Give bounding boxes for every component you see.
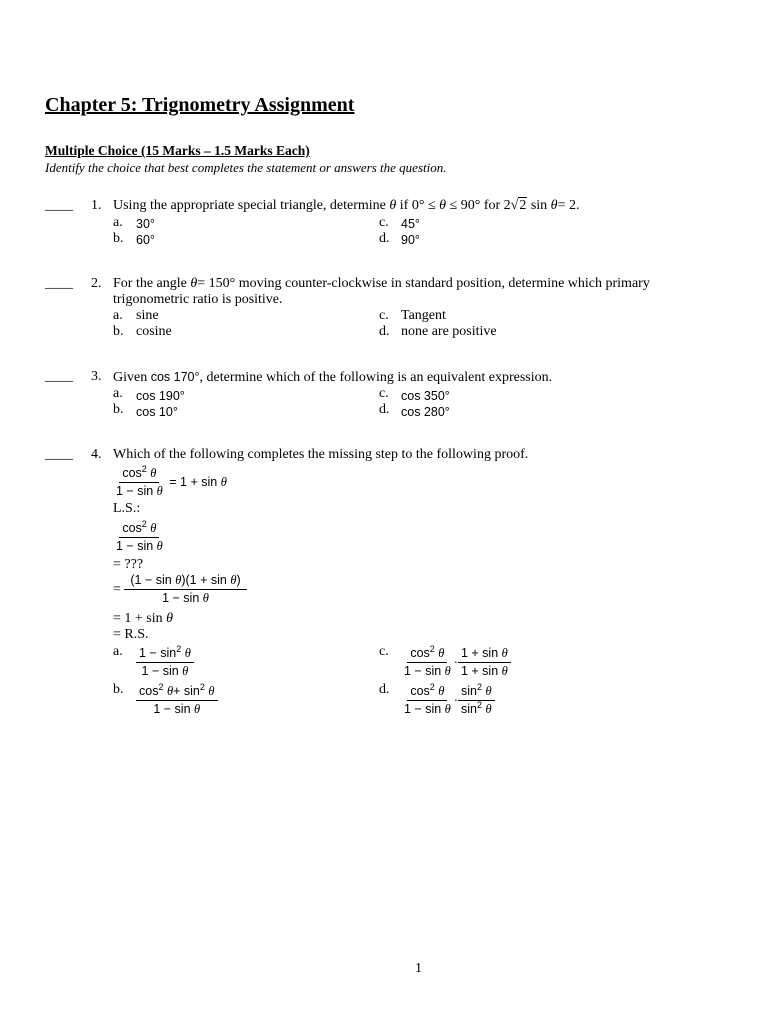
proof-result-step	[113, 611, 173, 627]
option-letter-q3b: b.	[113, 402, 124, 417]
theta-symbol: θ	[190, 276, 198, 291]
proof-result-text: = 1 + sin	[113, 611, 163, 626]
theta-symbol: θ	[389, 198, 397, 213]
option-q3d[interactable]: cos 280°	[401, 405, 450, 419]
option-letter-q1d: d.	[379, 231, 390, 246]
option-q3a[interactable]: cos 190°	[136, 389, 185, 403]
option-q3b[interactable]: cos 10°	[136, 405, 178, 419]
q2-text-part: For the angle	[113, 276, 187, 291]
fraction: $\frac{\cos^2 \theta}{\text{1 − sin θ}}$	[116, 464, 163, 498]
option-q4d[interactable]: $\frac{\cos^2 \theta}{\text{1 − sin θ}}$ · $\frac{\sin^2 \theta}{\sin^2 \theta}$	[401, 684, 495, 717]
option-q1a[interactable]: 30°	[136, 217, 155, 231]
q2-text-part: = 150°	[197, 276, 236, 291]
option-letter-q2b: b.	[113, 324, 124, 339]
proof-rs: = R.S.	[113, 627, 149, 642]
proof-step-1	[113, 521, 166, 554]
option-q2a[interactable]: sine	[136, 308, 159, 323]
q1-text-part: ≤ 90° for 2	[449, 198, 511, 213]
question-number-1: 1.	[91, 198, 102, 213]
theta-symbol: θ	[166, 611, 174, 626]
fraction: $\frac{\cos^2 \theta+ \sin^2 \theta}{\text{1 − sin θ}}$	[136, 684, 218, 717]
answer-blank-q2[interactable]: ____	[45, 276, 73, 291]
sqrt-sign: √	[510, 198, 519, 213]
section-heading: Multiple Choice (15 Marks – 1.5 Marks Each)	[45, 143, 310, 158]
option-letter-q3d: d.	[379, 402, 390, 417]
fraction: $\frac{\cos^2 \theta}{\text{1 − sin θ}}$	[404, 682, 451, 716]
fraction: $\frac{\text{1 + sin θ}}{\text{1 + sin θ}}$	[458, 646, 511, 679]
ls-label: L.S.:	[113, 501, 141, 516]
option-letter-q1b: b.	[113, 231, 124, 246]
question-text-3	[113, 369, 552, 386]
section-instructions: Identify the choice that best completes the statement or answers the question.	[45, 160, 447, 175]
question-number-2: 2.	[91, 276, 102, 291]
fraction: $\frac{\sin^2 \theta}{\sin^2 \theta}$	[458, 684, 495, 717]
answer-blank-q4[interactable]: ____	[45, 447, 73, 462]
option-letter-q2c: c.	[379, 308, 389, 323]
q2-text-part: moving counter-clockwise in standard position, determine which primary	[238, 276, 650, 291]
question-number-4: 4.	[91, 447, 102, 462]
answer-blank-q1[interactable]: ____	[45, 198, 73, 213]
option-letter-q3c: c.	[379, 386, 389, 401]
question-number-3: 3.	[91, 369, 102, 384]
question-text-2	[113, 276, 650, 292]
option-letter-q1a: a.	[113, 215, 123, 230]
sqrt-radicand: 2	[519, 198, 527, 213]
option-q1d[interactable]: 90°	[401, 233, 420, 247]
question-text-1	[113, 198, 579, 214]
option-q1c[interactable]: 45°	[401, 217, 420, 231]
question-text-4: Which of the following completes the missing step to the following proof.	[113, 447, 529, 462]
option-q2c[interactable]: Tangent	[401, 308, 446, 323]
option-letter-q4c: c.	[379, 644, 389, 659]
option-letter-q2d: d.	[379, 324, 390, 339]
fraction: $\frac{\text{(1 − sin θ)(1 + sin θ)}}{\text{1 − sin θ}}$	[124, 573, 246, 606]
question-text-2-line2: trigonometric ratio is positive.	[113, 292, 283, 307]
option-letter-q4d: d.	[379, 682, 390, 697]
theta-symbol: θ	[550, 198, 558, 213]
page-title: Chapter 5: Trignometry Assignment	[45, 94, 355, 116]
option-q4b[interactable]	[136, 684, 218, 717]
theta-symbol: θ	[439, 198, 447, 213]
option-q3c[interactable]: cos 350°	[401, 389, 450, 403]
option-letter-q4a: a.	[113, 644, 123, 659]
proof-unknown-step: = ???	[113, 557, 144, 572]
identity-statement: $\frac{\cos^2 \theta}{\text{1 − sin θ}}$ = 1 + sin θ	[113, 466, 227, 499]
q1-text-part: = 2.	[557, 198, 580, 213]
q3-text-part: , determine which of the following is an equivalent expression.	[199, 370, 553, 385]
option-q1b[interactable]: 60°	[136, 233, 155, 247]
option-letter-q4b: b.	[113, 682, 124, 697]
option-q4a[interactable]	[136, 646, 194, 679]
option-q2b[interactable]: cosine	[136, 324, 172, 339]
option-letter-q3a: a.	[113, 386, 123, 401]
q3-expression: cos 170°	[150, 370, 200, 384]
q1-text-part: Using the appropriate special triangle, determine	[113, 198, 386, 213]
option-letter-q1c: c.	[379, 215, 389, 230]
answer-blank-q3[interactable]: ____	[45, 369, 73, 384]
q3-text-part: Given	[113, 370, 148, 385]
option-q2d[interactable]: none are positive	[401, 324, 497, 339]
q1-text-part: sin	[530, 198, 548, 213]
page-number: 1	[415, 961, 422, 976]
fraction: $\frac{\cos^2 \theta}{\text{1 − sin θ}}$	[116, 519, 163, 553]
option-q4c[interactable]: $\frac{\cos^2 \theta}{\text{1 − sin θ}}$ · $\frac{\text{1 + sin θ}}{\text{1 + sin θ}}$	[401, 646, 511, 679]
q1-text-part: if 0° ≤	[399, 198, 436, 213]
proof-step-3: = $\frac{\text{(1 − sin θ)(1 + sin θ)}}{\text{1 − sin θ}}$	[113, 573, 247, 606]
option-letter-q2a: a.	[113, 308, 123, 323]
fraction: $\frac{\cos^2 \theta}{\text{1 − sin θ}}$	[404, 644, 451, 678]
fraction: $\frac{1 - \sin^2 \theta}{\text{1 − sin θ}}$	[136, 646, 194, 679]
